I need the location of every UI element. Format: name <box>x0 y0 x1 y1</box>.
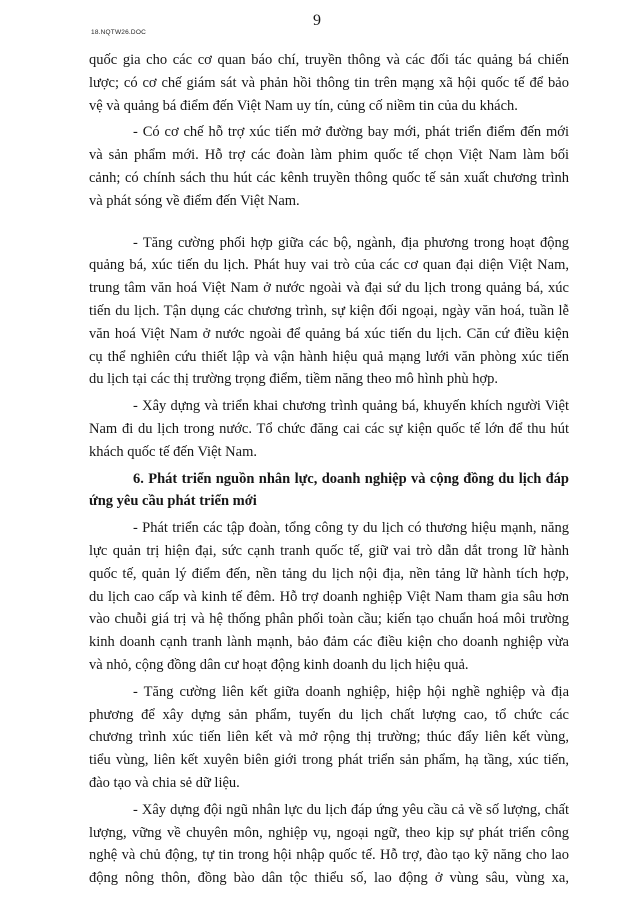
document-body <box>89 49 569 894</box>
text-line: nghệ và chủ động, tự tin trong hội nhập quốc tế. Hỗ trợ, đào tạo kỹ năng cho lao <box>89 847 569 864</box>
text-line: quốc gia cho các cơ quan báo chí, truyền thông và các đối tác quảng bá chiến <box>89 52 569 68</box>
text-line: Nam đi du lịch trong nước. Tổ chức đăng cai các sự kiện quốc tế lớn để thu hút <box>89 420 569 437</box>
bullet-paragraph <box>89 799 569 890</box>
text-line: kinh doanh cạnh tranh lành mạnh, bảo đảm các điều kiện cho doanh nghiệp vừa <box>89 634 569 651</box>
text-line: văn hoá Việt Nam ở nước ngoài để quảng bá xúc tiến du lịch. Căn cứ điều kiện <box>89 325 569 342</box>
text-line: động nông thôn, đồng bào dân tộc thiểu số, lao động ở vùng sâu, vùng xa, <box>89 870 569 887</box>
bullet-paragraph <box>89 121 569 212</box>
text-line: vệ và quảng bá điểm đến Việt Nam uy tín, củng cố niềm tin của du khách. <box>89 97 518 114</box>
text-line: - Xây dựng đội ngũ nhân lực du lịch đáp ứng yêu cầu cả về số lượng, chất <box>133 801 569 818</box>
text-line: và phát sóng về điểm đến Việt Nam. <box>89 192 300 209</box>
heading-line: ứng yêu cầu phát triển mới <box>89 493 257 510</box>
text-line: lượng, vững về chuyên môn, nghiệp vụ, ngoại ngữ, theo kịp sự phát triển công <box>89 824 569 841</box>
paragraph-continuation <box>89 49 569 117</box>
text-line: - Tăng cường liên kết giữa doanh nghiệp, hiệp hội nghề nghiệp và địa <box>133 683 569 700</box>
text-line: đào tạo và chia sẻ dữ liệu. <box>89 774 240 791</box>
text-line: du lịch tại các thị trường trọng điểm, tiềm năng theo mô hình phù hợp. <box>89 371 498 388</box>
text-line: cụ thể nghiên cứu thiết lập và vận hành hiệu quả mạng lưới văn phòng xúc tiến <box>89 348 569 365</box>
bullet-paragraph <box>89 681 569 795</box>
text-line: trung tâm văn hoá Việt Nam ở nước ngoài và đại sứ du lịch trong quảng bá, xúc <box>89 280 569 297</box>
text-line: tiến du lịch. Tận dụng các chương trình, sự kiện đối ngoại, ngày văn hoá, tuần lễ <box>89 302 569 319</box>
text-line: quảng bá, xúc tiến du lịch. Phát huy vai trò của các cơ quan đại diện Việt Nam, <box>89 257 569 274</box>
text-line: và nhỏ, cộng đồng dân cư hoạt động kinh doanh du lịch hiệu quả. <box>89 656 469 673</box>
text-line: cảnh; có chính sách thu hút các kênh truyền thông quốc tế sản xuất chương trình <box>89 169 569 186</box>
text-line: - Xây dựng và triển khai chương trình quảng bá, khuyến khích người Việt <box>133 398 569 415</box>
text-line: - Tăng cường phối hợp giữa các bộ, ngành, địa phương trong hoạt động <box>133 234 569 251</box>
text-line: khách quốc tế đến Việt Nam. <box>89 443 257 460</box>
text-line: và sản phẩm mới. Hỗ trợ các đoàn làm phim quốc tế chọn Việt Nam làm bối <box>89 147 569 164</box>
text-line: phương để xây dựng sản phẩm, tuyến du lịch chất lượng cao, tổ chức các <box>89 706 569 723</box>
text-line: lược; có cơ chế giám sát và phản hồi thông tin trên mạng xã hội quốc tế để bảo <box>89 74 569 91</box>
text-line: - Có cơ chế hỗ trợ xúc tiến mở đường bay mới, phát triển điểm đến mới <box>133 124 569 141</box>
section-heading <box>89 468 569 514</box>
page-number: 9 <box>313 12 321 29</box>
text-line: tiểu vùng, liên kết xuyên biên giới trong phát triển sản phẩm, hạ tầng, xúc tiến, <box>89 752 569 769</box>
text-line: - Phát triển các tập đoàn, tổng công ty du lịch có thương hiệu mạnh, năng <box>133 520 569 537</box>
document-code: 18.NQTW26.DOC <box>91 29 146 36</box>
text-line: du lịch cao cấp và kinh tế đêm. Hỗ trợ doanh nghiệp Việt Nam tham gia sâu hơn <box>89 588 569 605</box>
text-line: lực quản trị hiện đại, sức cạnh tranh quốc tế, giữ vai trò dẫn dắt trong lữ hành <box>89 542 569 559</box>
text-line: chương trình xúc tiến liên kết và mở rộng thị trường; thúc đẩy liên kết vùng, <box>89 729 569 746</box>
bullet-paragraph <box>89 517 569 677</box>
bullet-paragraph <box>89 232 569 392</box>
heading-line: 6. Phát triển nguồn nhân lực, doanh nghiệp và cộng đồng du lịch đáp <box>133 470 569 487</box>
text-line: vào chuỗi giá trị và hệ thống phân phối toàn cầu; kiến tạo chuẩn hoá môi trường <box>89 611 569 628</box>
text-line: quốc tế, quản lý điểm đến, nền tảng du lịch nội địa, nền tảng lữ hành tích hợp, <box>89 565 569 582</box>
bullet-paragraph <box>89 395 569 463</box>
